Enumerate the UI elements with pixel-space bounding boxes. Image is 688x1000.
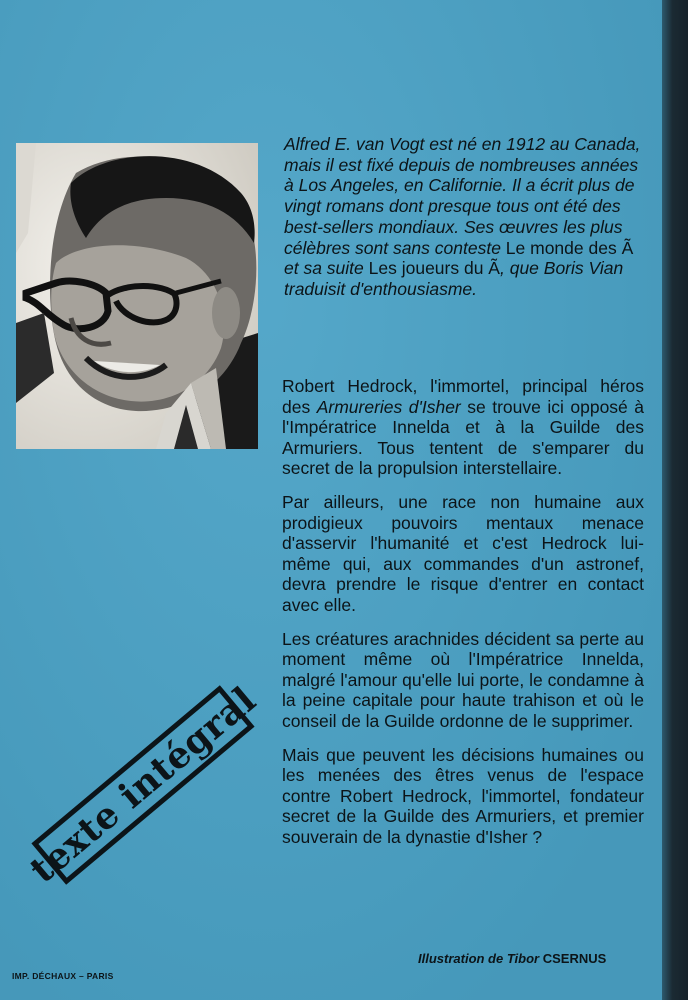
illustrator-name: CSERNUS: [542, 951, 607, 966]
synopsis-paragraph-3: Les créatures arachnides décident sa perte au moment même où l'Impératrice Innelda, malgré l'amour qu'elle lui porte, le condamne à la peine capitale pour haute trahison et où le conseil de la Guilde ordonne de le supprimer.: [282, 628, 644, 731]
bio-book-title-2: Les joueurs du Ã: [368, 258, 500, 279]
synopsis-paragraph-4: Mais que peuvent les décisions humaines ou les menées des êtres venus de l'espace contre Robert Hedrock, l'immortel, fondateur secret de la Guilde des Armuriers, et premier souverain de la dynastie d'Isher ?: [282, 744, 644, 847]
synopsis: [282, 376, 644, 860]
bio-text: Alfred E. van Vogt est né en 1912 au Canada, mais il est fixé depuis de nombreuses années à Los Angeles, en Californie. Il a écrit plus de vingt romans dont presque tous ont été des best-sellers mondiaux. Ses œuvres les plus célèbres sont sans conteste: [284, 134, 641, 258]
synopsis-paragraph-1: [282, 376, 644, 479]
bio-book-title-1: Le monde des Ã: [505, 237, 634, 258]
printer-credit: IMP. DÉCHAUX – PARIS: [12, 971, 114, 981]
synopsis-book-title: Armureries d'Isher: [316, 396, 461, 417]
bio-text-end: , que Boris Vian traduisit d'enthousiasme.: [284, 258, 624, 299]
book-spine: [662, 0, 688, 1000]
bio-text-mid: et sa suite: [284, 258, 369, 279]
author-portrait-photo: [16, 143, 258, 449]
stamp-text: texte intégral: [22, 678, 264, 892]
author-biography: [284, 134, 644, 300]
synopsis-p1-text-end: se trouve ici opposé à l'Impératrice Innelda et à la Guilde des Armuriers. Tous tentent de s'emparer du secret de la propulsion interstellaire.: [282, 396, 645, 479]
illustration-label: Illustration de Tibor: [418, 951, 543, 966]
synopsis-paragraph-2: Par ailleurs, une race non humaine aux prodigieux pouvoirs mentaux menace d'asservir l'humanité et c'est Hedrock lui-même qui, aux commandes d'un astronef, devra prendre le risque d'entrer en contact avec elle.: [282, 491, 644, 615]
synopsis-p1-text: Robert Hedrock, l'immortel, principal héros des: [282, 376, 644, 417]
illustration-credit: [418, 951, 648, 966]
